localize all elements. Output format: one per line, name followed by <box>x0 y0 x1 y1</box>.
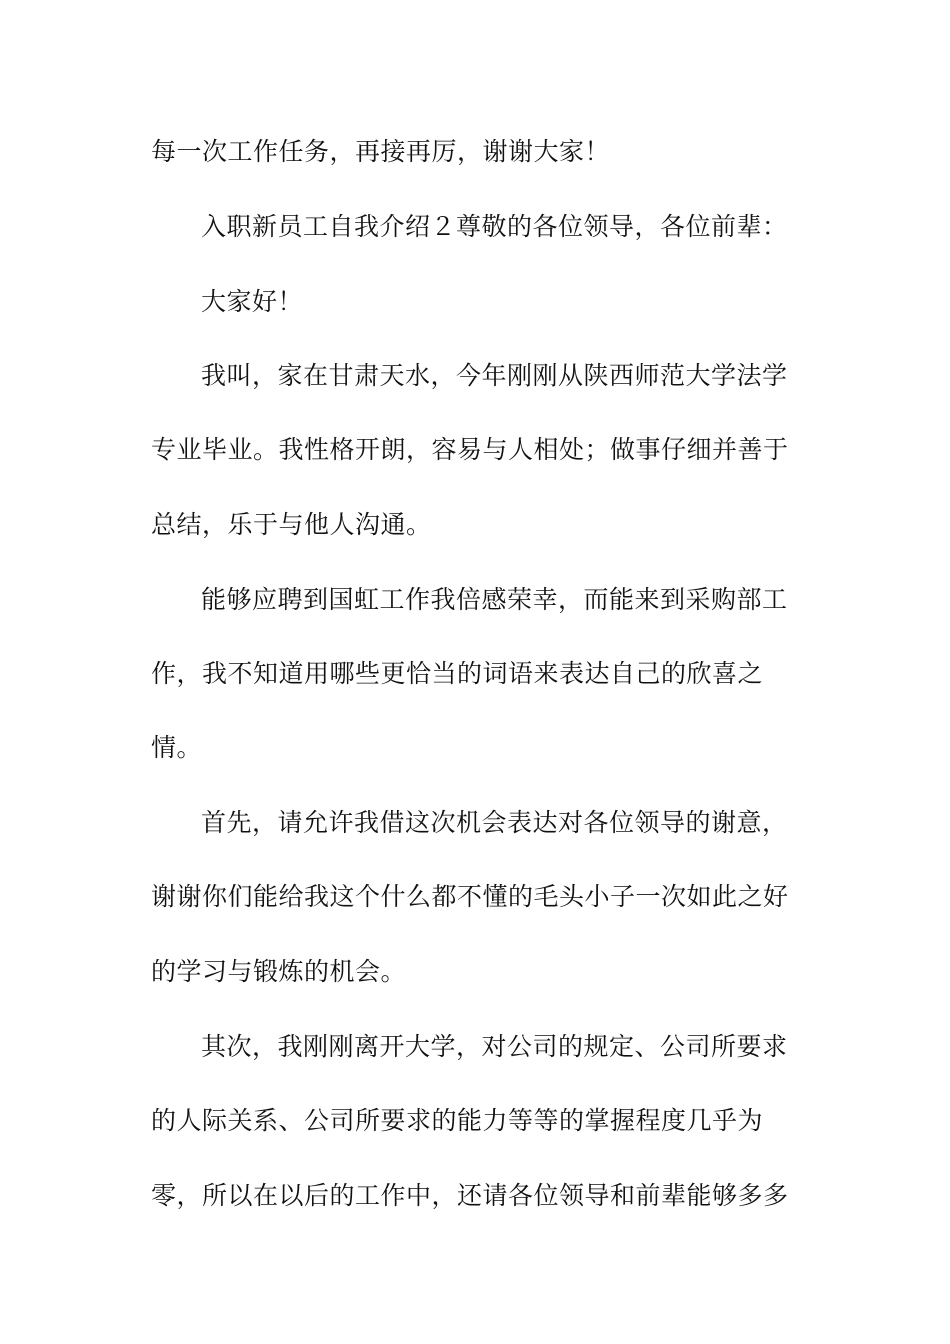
text-line: 总结，乐于与他人沟通。 <box>151 510 432 539</box>
text-line: 能够应聘到国虹工作我倍感荣幸，而能来到采购部工 <box>201 585 788 614</box>
text-line: 零，所以在以后的工作中，还请各位领导和前辈能够多多 <box>151 1181 789 1210</box>
text-line: 其次，我刚刚离开大学，对公司的规定、公司所要求 <box>201 1032 788 1061</box>
text-line: 专业毕业。我性格开朗，容易与人相处；做事仔细并善于 <box>151 435 789 464</box>
text-line: 的人际关系、公司所要求的能力等等的掌握程度几乎为 <box>151 1106 764 1135</box>
text-line: 首先，请允许我借这次机会表达对各位领导的谢意， <box>201 808 788 837</box>
text-line: 入职新员工自我介绍２尊敬的各位领导，各位前辈： <box>201 212 788 241</box>
text-line: 作，我不知道用哪些更恰当的词语来表达自己的欣喜之 <box>151 659 764 688</box>
text-line: 每一次工作任务，再接再厉，谢谢大家！ <box>151 137 611 166</box>
text-line: 谢谢你们能给我这个什么都不懂的毛头小子一次如此之好 <box>151 882 789 911</box>
text-line: 大家好！ <box>201 287 304 316</box>
text-line: 情。 <box>151 733 203 762</box>
text-line: 的学习与锻炼的机会。 <box>151 957 407 986</box>
text-line: 我叫，家在甘肃天水，今年刚刚从陕西师范大学法学 <box>201 361 788 390</box>
